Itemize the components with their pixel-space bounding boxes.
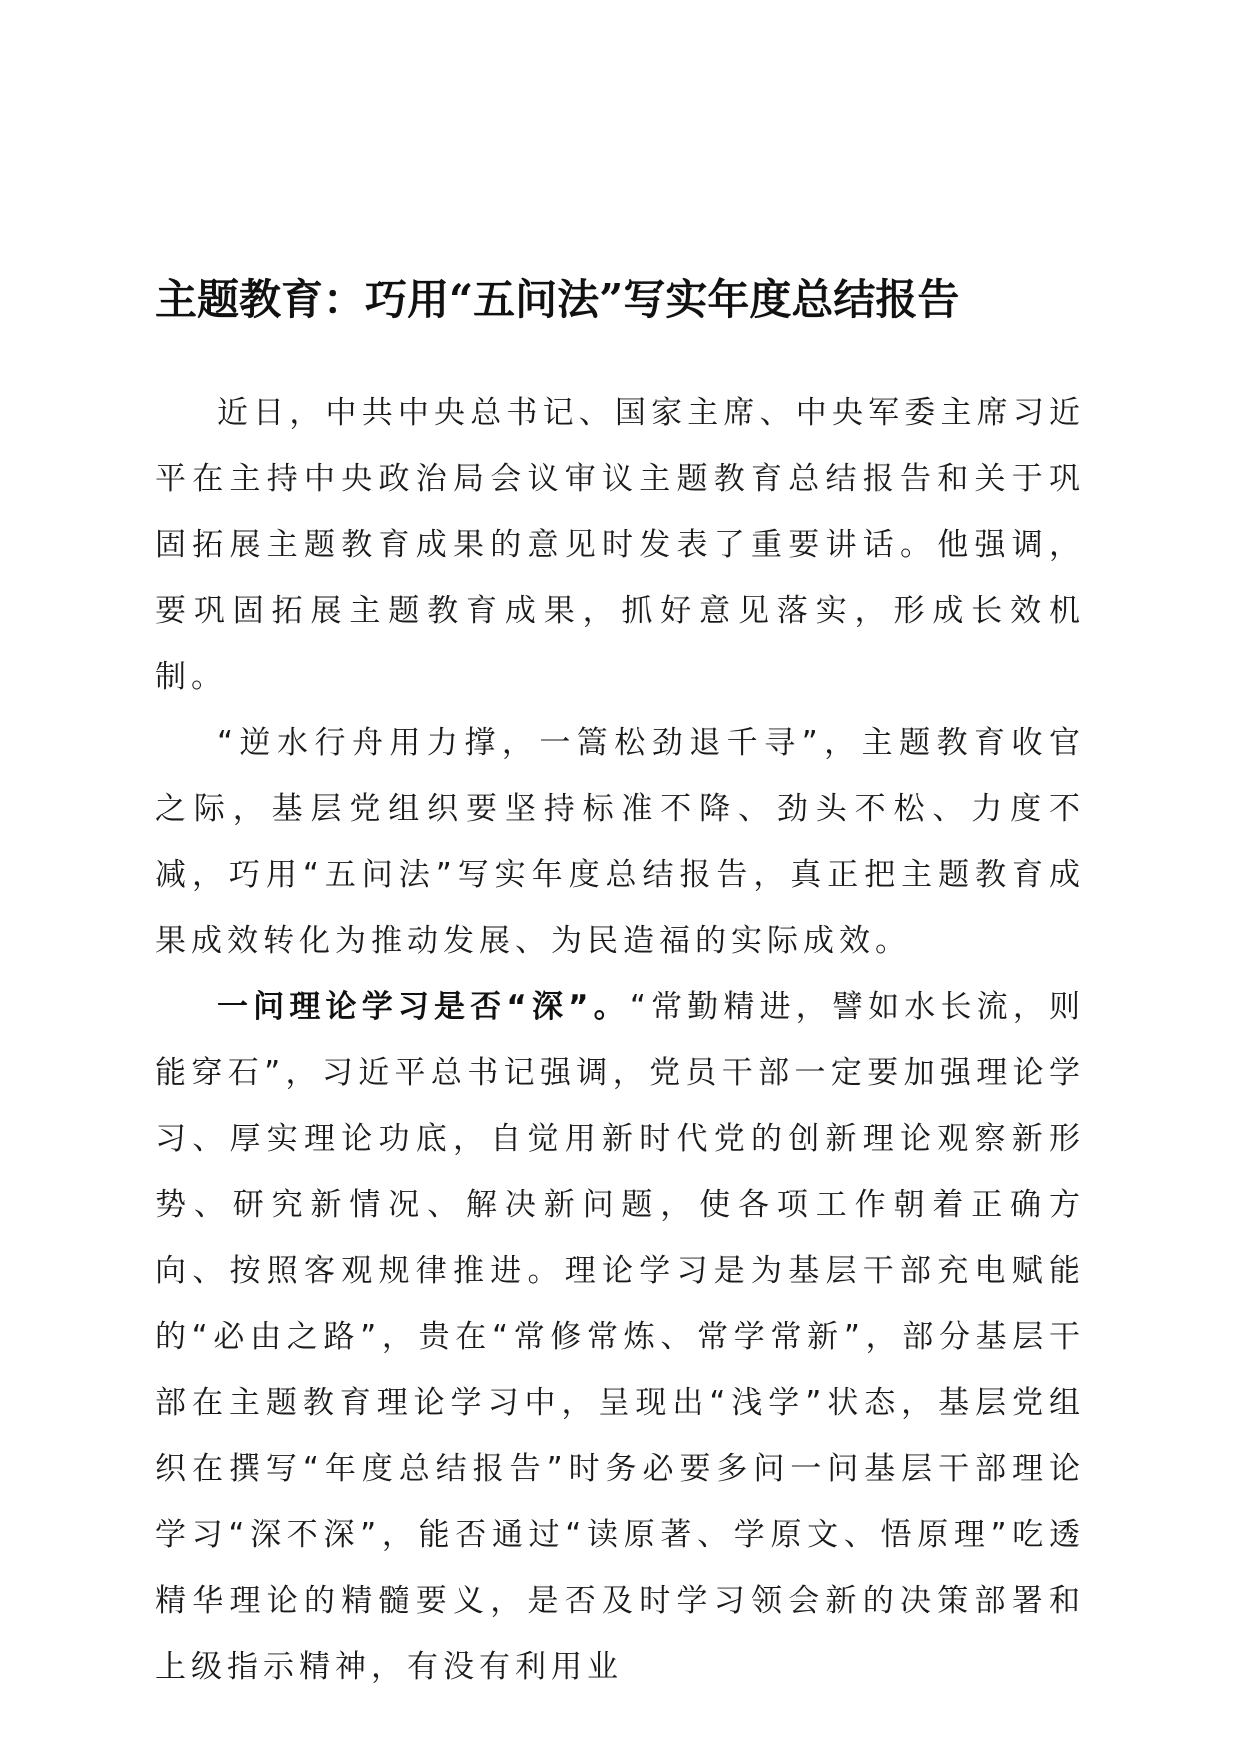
paragraph-intro <box>155 380 1085 710</box>
paragraph-text: 近日，中共中央总书记、国家主席、中央军委主席习近平在主持中央政治局会议审议主题教育总结报告和关于巩固拓展主题教育成果的意见时发表了重要讲话。他强调，要巩固拓展主题教育成果，抓好意见落实，形成长效机制。 <box>155 395 1085 695</box>
paragraph-lead-heading: 一问理论学习是否“深”。 <box>217 989 630 1025</box>
paragraph-text: “常勤精进，譬如水长流，则能穿石”，习近平总书记强调，党员干部一定要加强理论学习、厚实理论功底，自觉用新时代党的创新理论观察新形势、研究新情况、解决新问题，使各项工作朝着正确方向、按照客观规律推进。理论学习是为基层干部充电赋能的“必由之路”，贵在“常修常炼、常学常新”，部分基层干部在主题教育理论学习中，呈现出“浅学”状态，基层党组织在撰写“年度总结报告”时务必要多问一问基层干部理论学习“深不深”，能否通过“读原著、学原文、悟原理”吃透精华理论的精髓要义，是否及时学习领会新的决策部署和上级指示精神，有没有利用业 <box>155 989 1085 1685</box>
document-body <box>155 380 1085 1700</box>
document-title: 主题教育：巧用“五问法”写实年度总结报告 <box>155 275 960 325</box>
paragraph-text: “逆水行舟用力撑，一篙松劲退千寻”，主题教育收官之际，基层党组织要坚持标准不降、劲头不松、力度不减，巧用“五问法”写实年度总结报告，真正把主题教育成果成效转化为推动发展、为民造福的实际成效。 <box>155 725 1085 959</box>
paragraph-context <box>155 710 1085 974</box>
paragraph-question-one <box>155 974 1085 1700</box>
